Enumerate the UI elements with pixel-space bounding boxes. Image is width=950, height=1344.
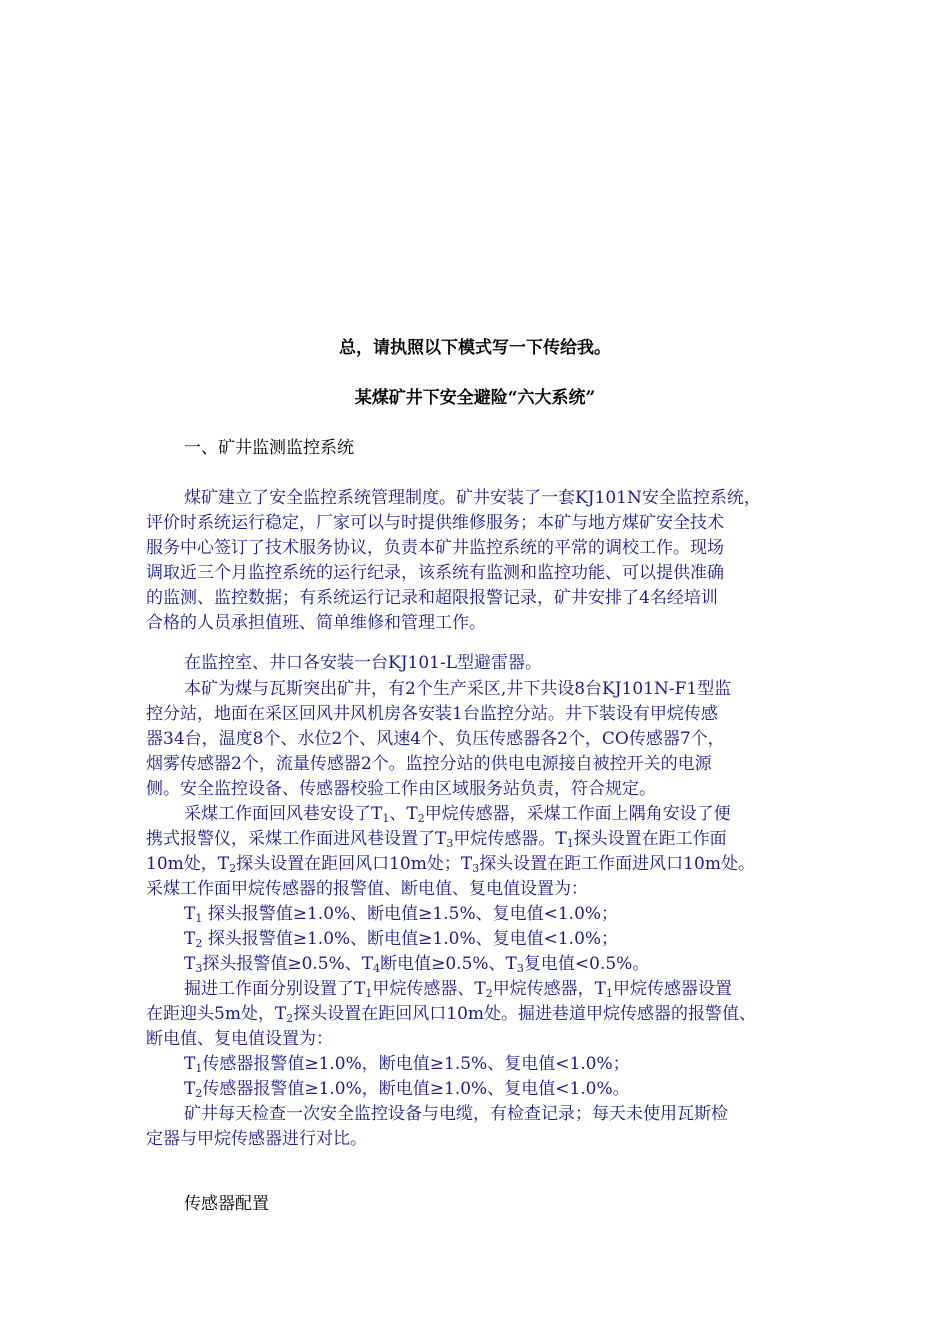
t2-setting-line: $T_2$ 探头报警值≥1.0%、断电值≥1.0%、复电值<1.0%； (184, 929, 619, 950)
p1-line-3: 服务中心签订了技术服务协议，负责本矿井监控系统的平常的调校工作。现场 (146, 538, 724, 558)
p1-line-5: 的监测、监控数据；有系统运行记录和超限报警记录，矿井安排了4名经培训 (146, 588, 718, 608)
p1-line-2: 评价时系统运行稳定，厂家可以与时提供维修服务；本矿与地方煤矿安全技术 (146, 513, 724, 533)
p5-line-2: 在距迎头5m处，$T_2$探头设置在距回风口10m处。掘进巷道甲烷传感器的报警值、 (146, 1004, 757, 1025)
p1-line-6: 合格的人员承担值班、简单维修和管理工作。 (146, 613, 486, 633)
p3-line-5: 侧。安全监控设备、传感器校验工作由区域服务站负责，符合规定。 (146, 779, 656, 799)
p4-line-4: 采煤工作面甲烷传感器的报警值、断电值、复电值设置为： (146, 879, 588, 899)
p3-line-2: 控分站，地面在采区回风井风机房各安装1台监控分站。井下装设有甲烷传感 (146, 704, 718, 724)
p4-line-2: 携式报警仪，采煤工作面进风巷设置了$T_3$甲烷传感器。$T_1$探头设置在距工作面 (146, 829, 727, 850)
t1-sensor-line: $T_1$传感器报警值≥1.0%，断电值≥1.5%、复电值<1.0%； (184, 1054, 630, 1075)
p1-line-4: 调取近三个月监控系统的运行纪录，该系统有监测和监控功能、可以提供准确 (146, 563, 724, 583)
section1-heading: 一、矿井监测监控系统 (184, 438, 354, 458)
intro-line: 总，请执照以下模式写一下传给我。 (339, 338, 611, 358)
p4-line-1: 采煤工作面回风巷安设了$T_1$、$T_2$甲烷传感器，采煤工作面上隅角安设了便 (184, 804, 731, 825)
p6-line-1: 矿井每天检查一次安全监控设备与电缆，有检查记录；每天未使用瓦斯检 (184, 1104, 728, 1124)
t3-setting-line: $T_3$探头报警值≥0.5%、$T_4$断电值≥0.5%、$T_3$复电值<0.5%。 (184, 954, 650, 975)
p3-line-3: 器34台，温度8个、水位2个、风速4个、负压传感器各2个，CO传感器7个， (146, 729, 725, 749)
p5-line-1: 掘进工作面分别设置了$T_1$甲烷传感器、$T_2$甲烷传感器，$T_1$甲烷传感器设置 (184, 979, 733, 1000)
doc-title: 某煤矿井下安全避险“六大系统” (354, 388, 596, 408)
p6-line-2: 定器与甲烷传感器进行对比。 (146, 1129, 367, 1149)
t2-sensor-line: $T_2$传感器报警值≥1.0%，断电值≥1.0%、复电值<1.0%。 (184, 1079, 630, 1100)
p5-line-3: 断电值、复电值设置为： (146, 1029, 333, 1049)
p2-line: 在监控室、井口各安装一台KJ101-L型避雷器。 (184, 653, 542, 673)
p4-line-3: 10m处，$T_2$探头设置在距回风口10m处；$T_3$探头设置在距工作面进风口10m处。 (146, 854, 755, 875)
sub-heading: 传感器配置 (184, 1194, 269, 1214)
t1-setting-line: $T_1$ 探头报警值≥1.0%、断电值≥1.5%、复电值<1.0%； (184, 904, 619, 925)
p1-line-1: 煤矿建立了安全监控系统管理制度。矿井安装了一套KJ101N安全监控系统， (184, 488, 761, 508)
p3-line-1: 本矿为煤与瓦斯突出矿井，有2个生产采区,井下共设8台KJ101N-F1型监 (184, 679, 732, 699)
p3-line-4: 烟雾传感器2个，流量传感器2个。监控分站的供电电源接自被控开关的电源 (146, 754, 712, 774)
